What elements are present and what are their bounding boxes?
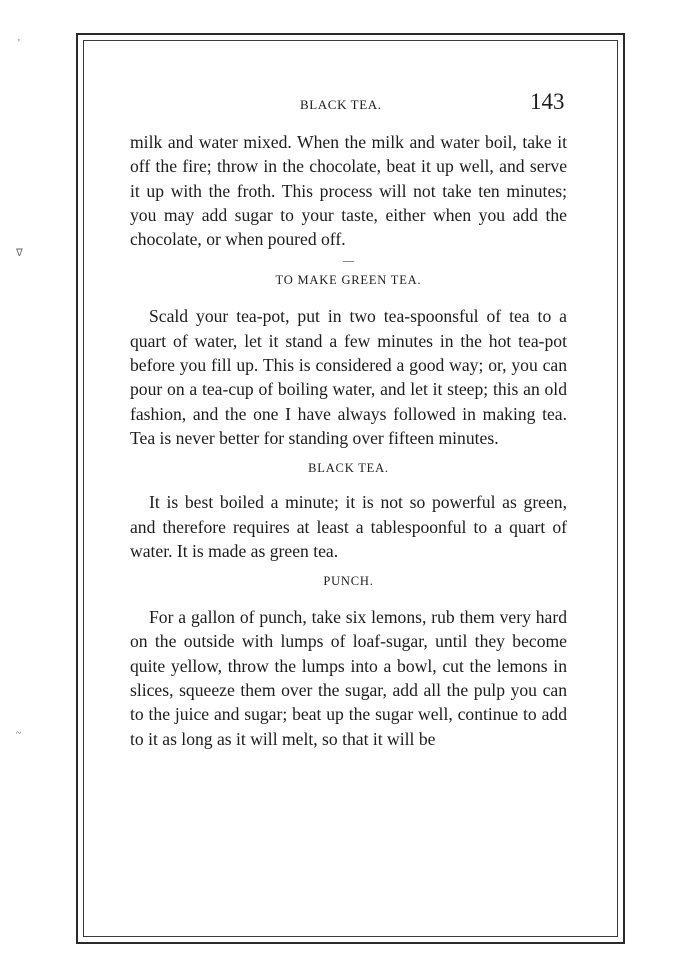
running-head	[0, 89, 700, 119]
margin-speck: '	[18, 38, 20, 49]
heading-black-tea: BLACK TEA.	[308, 461, 389, 476]
paragraph-punch: For a gallon of punch, take six lemons, rub them very hard on the outside with lumps of loaf-sugar, until they become quite yellow, throw the lumps into a bowl, cut the lemons in slices, squeeze them over the sugar, add all the pulp you can to the juice and sugar; beat up the sugar well, continue to add to it as long as it will melt, so that it will be	[130, 607, 567, 749]
paragraph-green-tea: Scald your tea-pot, put in two tea-spoonsful of tea to a quart of water, let it stand a few minutes in the hot tea-pot before you fill up. This is considered a good way; or, you can pour on a tea-cup of boiling water, and let it steep; this an old fashion, and the one I have always followed in making tea. Tea is never better for standing over fifteen minutes.	[130, 306, 567, 448]
continued-paragraph: milk and water mixed. When the milk and water boil, take it off the fire; throw in the chocolate, beat it up well, and serve it up with the froth. This process will not take ten minutes; you may add sugar to your taste, either when you add the chocolate, or when poured off.	[130, 132, 567, 250]
paragraph-black-tea: It is best boiled a minute; it is not so powerful as green, and therefore requires at least a tablespoonful to a quart of water. It is made as green tea.	[130, 492, 567, 561]
page-body	[130, 130, 567, 751]
margin-speck: ᐁ	[16, 248, 23, 259]
heading-punch: PUNCH.	[323, 574, 374, 589]
running-title: BLACK TEA.	[300, 97, 382, 112]
section-ornament: —	[343, 255, 354, 268]
page-number: 143	[530, 89, 565, 114]
margin-speck: ~	[16, 728, 22, 739]
heading-green-tea: TO MAKE GREEN TEA.	[275, 273, 422, 288]
